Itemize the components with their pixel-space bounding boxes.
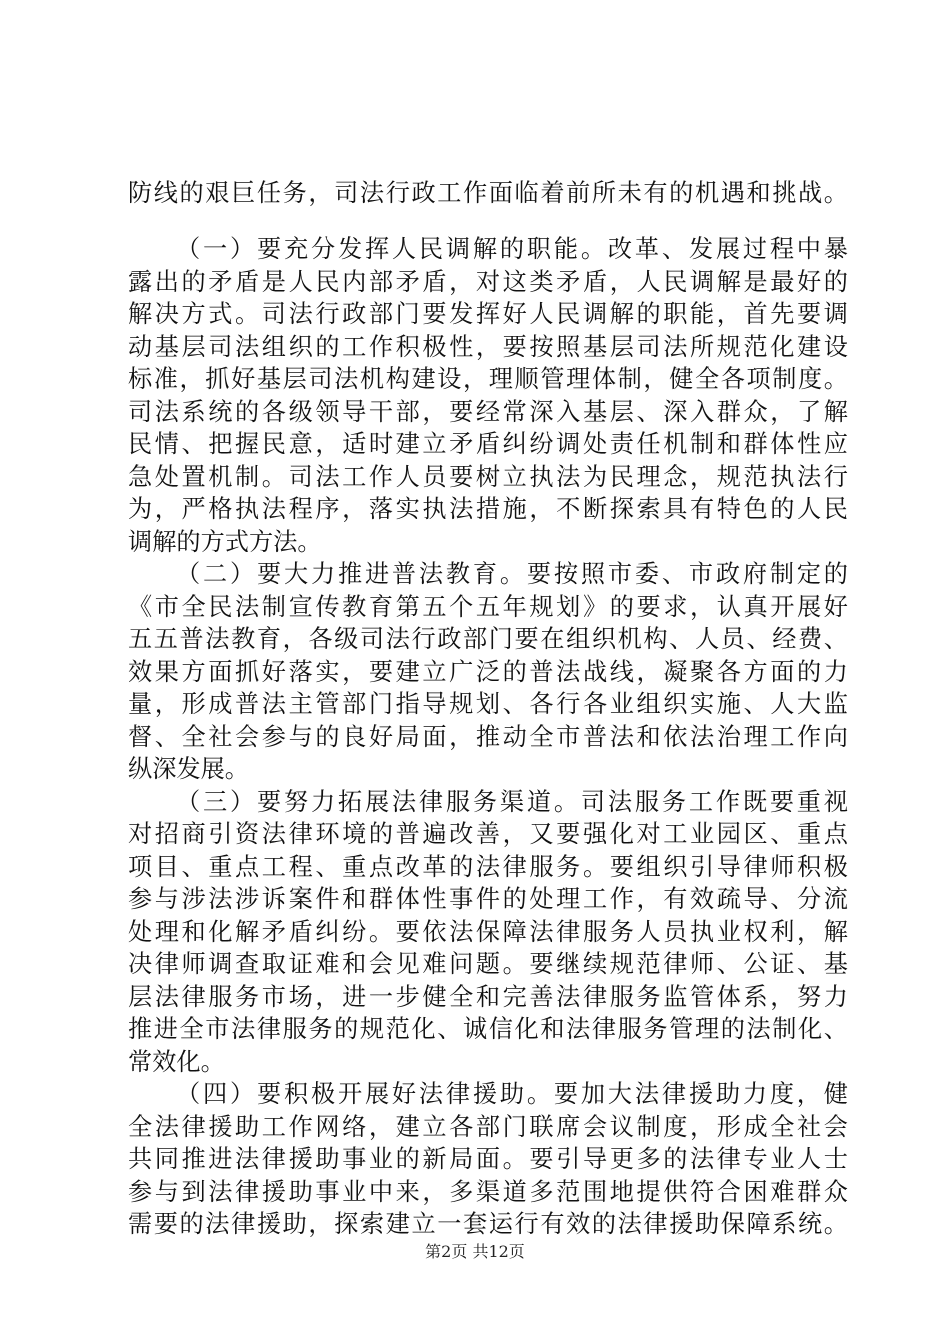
text-line: 常效化。 (128, 1048, 225, 1076)
text-line: 量，形成普法主管部门指导规划、各行各业组织实施、人大监 (128, 690, 848, 718)
text-line: 防线的艰巨任务，司法行政工作面临着前所未有的机遇和挑战。 (128, 179, 848, 207)
text-line: 为，严格执法程序，落实执法措施，不断探索具有特色的人民 (128, 495, 848, 523)
text-line: 动基层司法组织的工作积极性，要按照基层司法所规范化建设 (128, 333, 848, 361)
text-line: 急处置机制。司法工作人员要树立执法为民理念，规范执法行 (128, 463, 848, 491)
text-line: 司法系统的各级领导干部，要经常深入基层、深入群众，了解 (128, 398, 848, 426)
text-line: 项目、重点工程、重点改革的法律服务。要组织引导律师积极 (128, 853, 848, 881)
text-line: 全法律援助工作网络，建立各部门联席会议制度，形成全社会 (128, 1113, 848, 1141)
text-line: （三）要努力拓展法律服务渠道。司法服务工作既要重视 (176, 788, 848, 816)
text-line: 效果方面抓好落实，要建立广泛的普法战线，凝聚各方面的力 (128, 658, 848, 686)
text-line: 层法律服务市场，进一步健全和完善法律服务监管体系，努力 (128, 983, 848, 1011)
text-line: 民情、把握民意，适时建立矛盾纠纷调处责任机制和群体性应 (128, 430, 848, 458)
text-line: 处理和化解矛盾纠纷。要依法保障法律服务人员执业权利，解 (128, 918, 848, 946)
text-line: 督、全社会参与的良好局面，推动全市普法和依法治理工作向 (128, 723, 848, 751)
text-line: 推进全市法律服务的规范化、诚信化和法律服务管理的法制化、 (128, 1015, 848, 1043)
text-line: 参与到法律援助事业中来，多渠道多范围地提供符合困难群众 (128, 1178, 848, 1206)
text-line: 解决方式。司法行政部门要发挥好人民调解的职能，首先要调 (128, 300, 848, 328)
text-line: 决律师调查取证难和会见难问题。要继续规范律师、公证、基 (128, 950, 848, 978)
text-line: （一）要充分发挥人民调解的职能。改革、发展过程中暴 (176, 235, 848, 263)
text-line: 《市全民法制宣传教育第五个五年规划》的要求，认真开展好 (128, 593, 848, 621)
text-line: 纵深发展。 (128, 755, 249, 783)
text-line: 共同推进法律援助事业的新局面。要引导更多的法律专业人士 (128, 1145, 848, 1173)
text-line: 五五普法教育，各级司法行政部门要在组织机构、人员、经费、 (128, 625, 848, 653)
text-line: 标准，抓好基层司法机构建设，理顺管理体制，健全各项制度。 (128, 365, 848, 393)
text-line: 调解的方式方法。 (128, 528, 322, 556)
text-line: （二）要大力推进普法教育。要按照市委、市政府制定的 (176, 560, 848, 588)
text-line: 露出的矛盾是人民内部矛盾，对这类矛盾，人民调解是最好的 (128, 268, 848, 296)
text-line: 对招商引资法律环境的普遍改善，又要强化对工业园区、重点 (128, 820, 848, 848)
text-line: （四）要积极开展好法律援助。要加大法律援助力度，健 (176, 1080, 848, 1108)
text-line: 参与涉法涉诉案件和群体性事件的处理工作，有效疏导、分流 (128, 885, 848, 913)
text-line: 需要的法律援助，探索建立一套运行有效的法律援助保障系统。 (128, 1210, 848, 1238)
page-number-footer: 第2页 共12页 (425, 1242, 525, 1261)
